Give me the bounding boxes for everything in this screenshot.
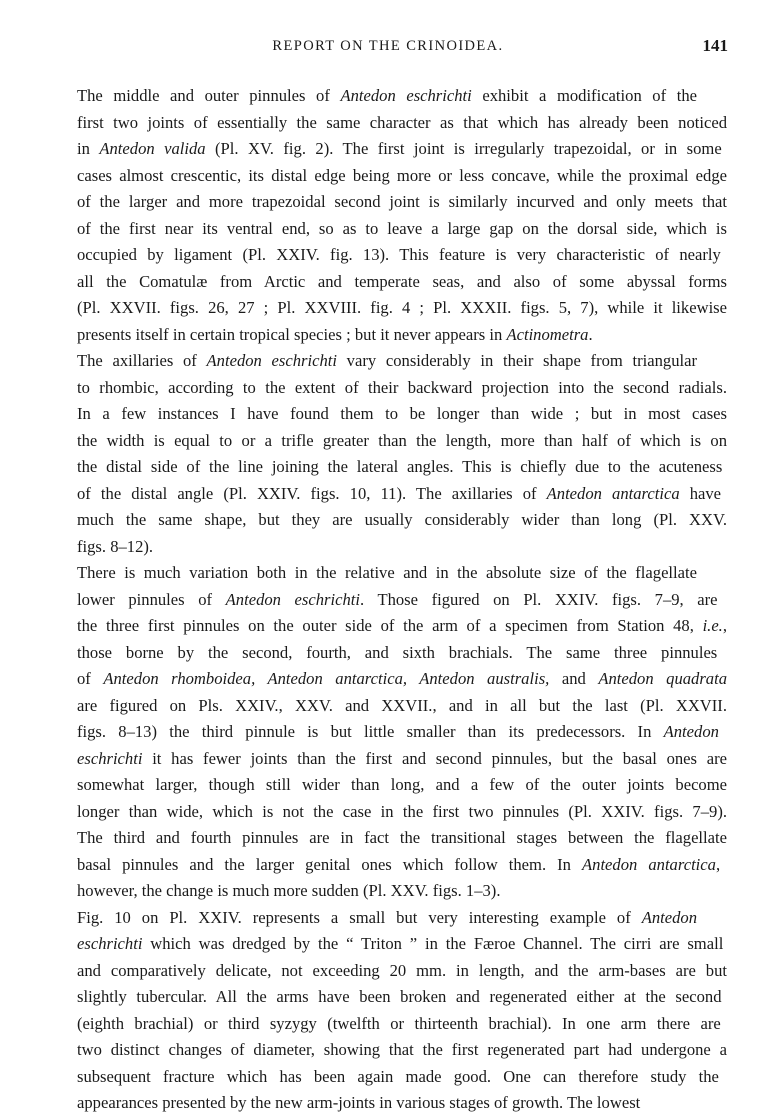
text-line <box>47 348 727 375</box>
text-line <box>47 216 727 243</box>
text-run: , <box>715 854 721 874</box>
text-line <box>47 825 727 852</box>
italic-text: Antedon eschrichti <box>225 589 360 609</box>
text-line <box>47 163 727 190</box>
text-run: (eighth brachial) or third syzygy (twelfth or thirteenth brachial). In one arm there are <box>77 1013 721 1033</box>
text-line <box>47 1011 727 1038</box>
text-run: and comparatively delicate, not exceeding 20 mm. in length, and the arm-bases are but <box>77 960 727 980</box>
text-run: . <box>588 324 593 344</box>
paragraph <box>47 83 727 348</box>
text-run: subsequent fracture which has been again made good. One can therefore study the <box>77 1066 719 1086</box>
text-line <box>47 454 727 481</box>
paragraph <box>47 560 727 905</box>
text-line <box>47 878 727 905</box>
text-line <box>47 269 727 296</box>
text-line <box>47 1090 727 1117</box>
running-title: REPORT ON THE CRINOIDEA. <box>272 38 504 54</box>
italic-text: Antedon quadrata <box>598 669 727 688</box>
text-run: and <box>549 669 599 688</box>
text-line <box>47 746 727 773</box>
page-header <box>48 38 728 62</box>
italic-text: i.e. <box>702 616 723 635</box>
text-run: occupied by ligament (Pl. XXIV. fig. 13). This feature is very characteristic of nearly <box>77 245 721 264</box>
text-run: first two joints of essentially the same character as that which has already been noticed <box>77 112 727 132</box>
text-line <box>47 136 727 163</box>
text-line <box>47 375 727 402</box>
text-run: are figured on Pls. XXIV., XXV. and XXVII., and in all but the last (Pl. XXVII. <box>77 695 727 715</box>
text-line <box>47 83 727 110</box>
text-line <box>47 719 727 746</box>
text-run: longer than wide, which is not the case in the first two pinnules (Pl. XXIV. figs. 7–9). <box>77 801 727 821</box>
text-run: which was dredged by the “ Triton ” in the Færoe Channel. The cirri are small <box>142 934 724 953</box>
text-run: the width is equal to or a trifle greater than the length, more than half of which is on <box>77 430 727 450</box>
text-line <box>47 242 727 269</box>
text-line <box>47 640 727 667</box>
text-line <box>47 613 727 640</box>
text-run: The axillaries of <box>77 351 207 370</box>
text-line <box>47 322 727 349</box>
text-line <box>47 428 727 455</box>
italic-text: Antedon eschrichti <box>206 351 337 370</box>
text-line <box>47 772 727 799</box>
text-line <box>47 189 727 216</box>
text-run: the three first pinnules on the outer side of the arm of a specimen from Station 48, <box>77 616 703 635</box>
text-run: (Pl. XXVII. figs. 26, 27 ; Pl. XXVIII. fig. 4 ; Pl. XXXII. figs. 5, 7), while it likewise <box>77 298 727 317</box>
text-run: of the larger and more trapezoidal second joint is similarly incurved and only meets that <box>77 192 727 211</box>
text-run: cases almost crescentic, its distal edge being more or less concave, while the proximal edge <box>77 165 727 185</box>
italic-text: Antedon eschrichti <box>340 86 472 105</box>
text-line <box>47 931 727 958</box>
text-line <box>47 507 727 534</box>
text-run: lower pinnules of <box>77 589 226 609</box>
text-run: . Those figured on Pl. XXIV. figs. 7–9, are <box>360 589 718 609</box>
paragraph <box>47 905 727 1117</box>
text-run: two distinct changes of diameter, showing that the first regenerated part had undergone a <box>77 1040 727 1059</box>
text-run: , <box>722 616 727 635</box>
body-text <box>47 83 727 1117</box>
text-line <box>47 1064 727 1091</box>
text-run: appearances presented by the new arm-joints in various stages of growth. The lowest <box>77 1093 641 1112</box>
text-line <box>47 799 727 826</box>
text-run: exhibit a modification of the <box>471 86 697 105</box>
text-run: figs. 8–12). <box>77 536 154 556</box>
text-run: of <box>77 669 104 688</box>
text-run: of the distal angle (Pl. XXIV. figs. 10, 11). The axillaries of <box>77 483 547 503</box>
paragraph <box>47 348 727 560</box>
italic-text: Antedon <box>641 907 697 927</box>
text-run: in <box>77 139 100 158</box>
text-line <box>47 401 727 428</box>
italic-text: Antedon antarctica <box>582 854 716 874</box>
text-run: it has fewer joints than the first and second pinnules, but the basal ones are <box>142 748 727 768</box>
text-run: somewhat larger, though still wider than long, and a few of the outer joints become <box>77 775 727 794</box>
text-run: the distal side of the line joining the lateral angles. This is chiefly due to the acuteness <box>77 457 723 476</box>
text-run: those borne by the second, fourth, and sixth brachials. The same three pinnules <box>77 642 718 662</box>
text-line <box>47 587 727 614</box>
italic-text: Antedon valida <box>99 139 206 158</box>
italic-text: Antedon rhomboidea, Antedon antarctica, Antedon australis, <box>103 669 550 688</box>
italic-text: Antedon <box>663 722 719 741</box>
text-run: to rhombic, according to the extent of their backward projection into the second radials. <box>77 377 727 397</box>
text-run: slightly tubercular. All the arms have been broken and regenerated either at the second <box>77 987 722 1006</box>
text-line <box>47 110 727 137</box>
text-run: basal pinnules and the larger genital ones which follow them. In <box>77 854 583 874</box>
text-line <box>47 481 727 508</box>
text-line <box>47 958 727 985</box>
text-run: In a few instances I have found them to be longer than wide ; but in most cases <box>77 404 727 423</box>
text-line <box>47 560 727 587</box>
text-run: (Pl. XV. fig. 2). The first joint is irregularly trapezoidal, or in some <box>205 139 722 158</box>
text-line <box>47 534 727 561</box>
text-line <box>47 1037 727 1064</box>
italic-text: eschrichti <box>77 934 143 953</box>
text-line <box>47 295 727 322</box>
text-run: all the Comatulæ from Arctic and temperate seas, and also of some abyssal forms <box>77 271 727 291</box>
text-run: vary considerably in their shape from triangular <box>336 351 697 370</box>
italic-text: Actinometra <box>506 324 589 344</box>
text-run: The middle and outer pinnules of <box>77 86 341 105</box>
text-run: The third and fourth pinnules are in fact the transitional stages between the flagellate <box>77 828 727 847</box>
italic-text: Antedon antarctica <box>546 483 680 503</box>
text-run: There is much variation both in the relative and in the absolute size of the flagellate <box>77 563 697 582</box>
text-run: Fig. 10 on Pl. XXIV. represents a small but very interesting example of <box>77 907 642 927</box>
text-run: have <box>679 483 722 503</box>
text-line <box>47 984 727 1011</box>
text-run: presents itself in certain tropical species ; but it never appears in <box>77 324 507 344</box>
page-number: 141 <box>702 36 728 55</box>
text-line <box>47 666 727 693</box>
text-run: of the first near its ventral end, so as to leave a large gap on the dorsal side, which is <box>77 218 727 238</box>
text-line <box>47 905 727 932</box>
italic-text: eschrichti <box>77 748 143 768</box>
text-run: figs. 8–13) the third pinnule is but little smaller than its predecessors. In <box>77 722 664 741</box>
text-run: much the same shape, but they are usually considerably wider than long (Pl. XXV. <box>77 510 727 529</box>
text-line <box>47 693 727 720</box>
text-line <box>47 852 727 879</box>
text-run: however, the change is much more sudden (Pl. XXV. figs. 1–3). <box>77 881 501 900</box>
